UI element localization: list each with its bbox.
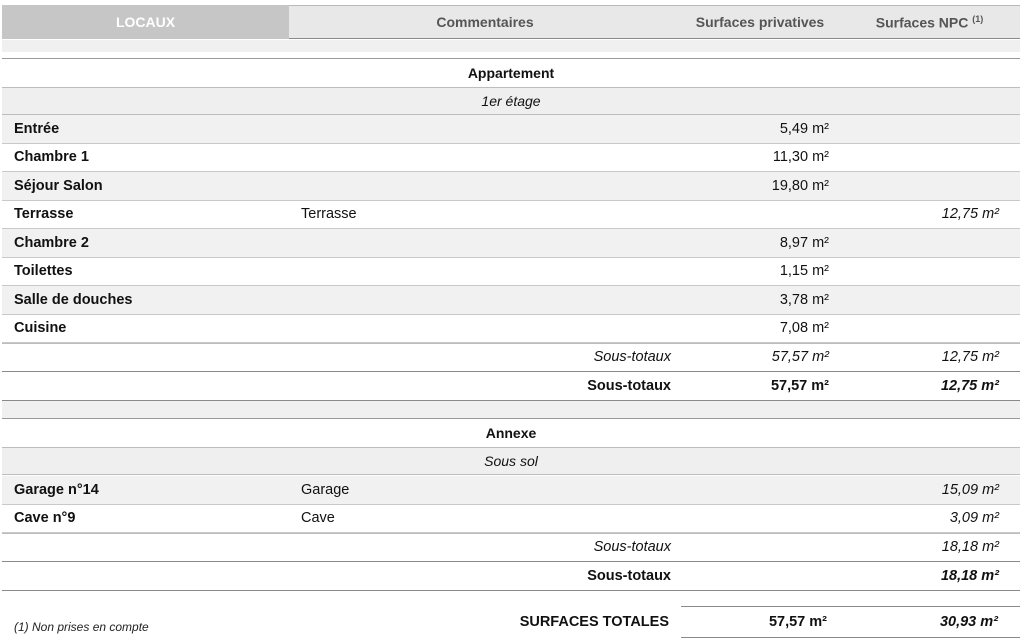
room-name: Chambre 2 <box>14 234 89 251</box>
total-row-appartement <box>2 372 1020 401</box>
header-locaux: LOCAUX <box>2 5 289 39</box>
subtotal-label: Sous-totaux <box>593 349 671 366</box>
room-surface-privative: 7,08 m² <box>779 320 829 337</box>
total-priv: 57,57 m² <box>770 377 829 394</box>
total-npc: 12,75 m² <box>940 377 999 394</box>
totals-priv: 57,57 m² <box>768 614 827 630</box>
totals-npc: 30,93 m² <box>939 614 998 630</box>
room-comment: Cave <box>301 510 335 527</box>
subtotal-priv: 57,57 m² <box>771 349 829 366</box>
total-label: Sous-totaux <box>587 567 671 584</box>
table-row <box>2 286 1020 315</box>
table-header <box>2 5 1020 39</box>
spacer <box>2 401 1020 418</box>
footnote: (1) Non prises en compte <box>14 620 149 634</box>
table-row <box>2 172 1020 201</box>
room-comment: Garage <box>301 481 350 498</box>
subtotal-row-annexe <box>2 533 1020 562</box>
room-surface-privative: 8,97 m² <box>779 234 829 251</box>
table-row <box>2 315 1020 344</box>
table-row <box>2 115 1020 144</box>
section-title-appartement: Appartement <box>467 65 555 81</box>
room-name: Chambre 1 <box>14 149 89 166</box>
header-npc-note: (1) <box>972 13 984 24</box>
subtotal-row-appartement <box>2 343 1020 372</box>
room-surface-npc: 3,09 m² <box>949 510 999 527</box>
room-surface-privative: 19,80 m² <box>771 177 829 194</box>
room-surface-privative: 3,78 m² <box>779 291 829 308</box>
room-name: Salle de douches <box>14 291 133 308</box>
table-row <box>2 201 1020 230</box>
room-name: Entrée <box>14 120 60 137</box>
table-row <box>2 476 1020 505</box>
table-row <box>2 229 1020 258</box>
room-surface-npc: 12,75 m² <box>941 206 999 223</box>
subtotal-npc: 12,75 m² <box>941 349 999 366</box>
total-label: Sous-totaux <box>587 377 671 394</box>
spacer <box>2 40 1020 52</box>
room-name: Garage n°14 <box>14 481 99 498</box>
room-name: Séjour Salon <box>14 177 103 194</box>
subtotal-label: Sous-totaux <box>593 539 671 556</box>
table-row <box>2 144 1020 173</box>
floor-label-sous-sol: Sous sol <box>2 447 1020 475</box>
room-comment: Terrasse <box>301 206 357 223</box>
room-surface-privative: 11,30 m² <box>772 149 829 166</box>
header-commentaires: Commentaires <box>436 14 534 30</box>
header-surfaces-privatives: Surfaces privatives <box>695 14 825 30</box>
table-row <box>2 258 1020 287</box>
room-name: Cave n°9 <box>14 510 76 527</box>
total-npc: 18,18 m² <box>940 567 999 584</box>
table-row <box>2 505 1020 534</box>
room-surface-privative: 1,15 m² <box>779 263 829 280</box>
header-surfaces-npc <box>839 14 1020 31</box>
floor-label-1er-etage: 1er étage <box>2 87 1020 115</box>
room-surface-privative: 5,49 m² <box>779 120 829 137</box>
totals-label: SURFACES TOTALES <box>519 614 669 630</box>
room-name: Cuisine <box>14 320 67 337</box>
section-title-annexe: Annexe <box>485 425 537 441</box>
subtotal-npc: 18,18 m² <box>941 539 999 556</box>
room-name: Toilettes <box>14 263 73 280</box>
room-name: Terrasse <box>14 206 74 223</box>
total-row-annexe <box>2 562 1020 591</box>
room-surface-npc: 15,09 m² <box>941 481 999 498</box>
header-npc-label: Surfaces NPC <box>875 14 969 31</box>
